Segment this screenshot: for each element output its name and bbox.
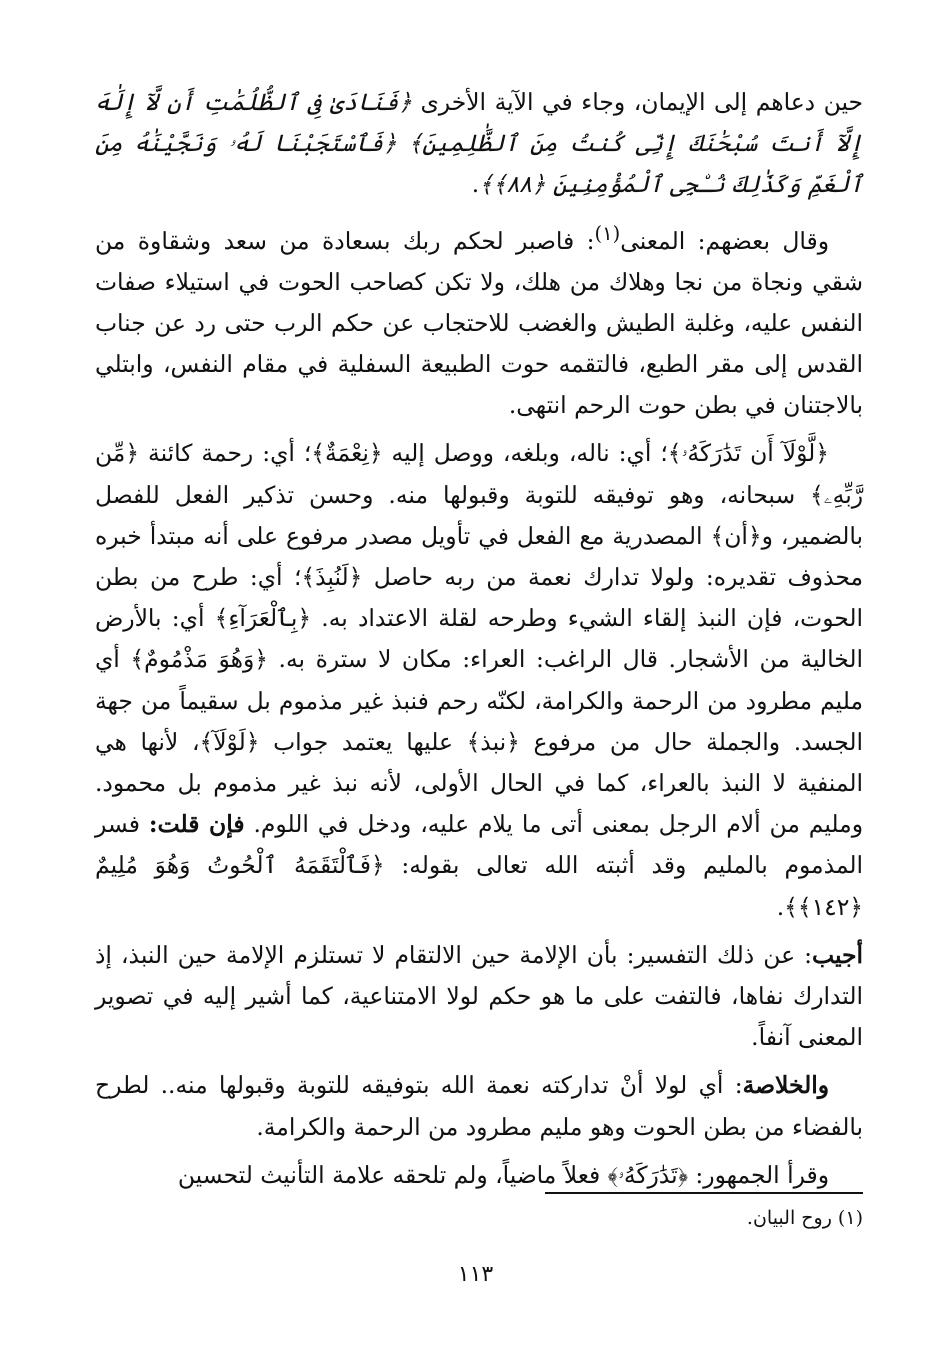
if-you-say-label: فإن قلت: [148, 810, 245, 839]
paragraph-2: وقال بعضهم: المعنى$^{(١)}$: فاصبر لحكم ربك بسعادة من سعد وشقاوة من شقي ونجاة من نجا وهلاك من هلك، ولا تكن كصاحب الحوت في استيلاء صفات النفس عليه، وغلبة الطيش والغضب للاحتجاب عن حكم الرب حتى رد عن جناب القدس إلى مقر الطبع، فالتقمه حوت الطبيعة السفلية في مقام النفس، وابتلي بالاجتنان في بطن حوت الرحم انتهى. [95, 221, 863, 420]
footnote-marker: (١) [594, 221, 621, 245]
summary-label: والخلاصة [742, 1071, 829, 1100]
answer-label: أجيب [812, 940, 863, 969]
paragraph-1: حين دعاهم إلى الإيمان، وجاء في الآية الأخرى ﴿فَنَادَىٰ فِى ٱلظُّلُمَٰتِ أَن لَّآ إِلَٰهَ إِلَّآ أَنتَ سُبْحَٰنَكَ إِنِّى كُنتُ مِنَ ٱلظَّٰلِمِينَ﴾ ﴿فَٱسْتَجَبْنَا لَهُۥ وَنَجَّيْنَٰهُ مِنَ ٱلْغَمِّ وَكَذَٰلِكَ نُـۨجِى ٱلْمُؤْمِنِينَ ﴿٨٨﴾﴾. [95, 88, 863, 199]
paragraph-4: أجيب: عن ذلك التفسير: بأن الإلامة حين الالتقام لا تستلزم الإلامة حين النبذ، إذ التدارك نفاها، فالتفت على ما هو حكم لولا الامتناعية، كما أشير إليه في تصوير المعنى آنفاً. [95, 940, 863, 1052]
main-text [95, 82, 863, 1196]
paragraph-5: والخلاصة: أي لولا أنْ تداركته نعمة الله بتوفيقه للتوبة وقبولها منه.. لطرح بالفضاء من بطن الحوت وهو مليم مطرود من الرحمة والكرامة. [95, 1071, 863, 1141]
paragraph-3: ﴿لَّوْلَآ أَن تَدَٰرَكَهُۥ﴾؛ أي: ناله، وبلغه، ووصل إليه ﴿نِعْمَةٌ﴾؛ أي: رحمة كائنة ﴿مِّن رَّبِّهِۦ﴾ سبحانه، وهو توفيقه للتوبة وقبولها منه. وحسن تذكير الفعل للفصل بالضمير، و﴿أن﴾ المصدرية مع الفعل في تأويل مصدر مرفوع على أنه مبتدأ خبره محذوف تقديره: ولولا تدارك نعمة من ربه حاصل ﴿لَنُبِذَ﴾؛ أي: طرح من بطن الحوت، فإن النبذ إلقاء الشيء وطرحه لقلة الاعتداد به. ﴿بِٱلْعَرَآءِ﴾ أي: بالأرض الخالية من الأشجار. قال الراغب: العراء: مكان لا سترة به. ﴿وَهُوَ مَذْمُومٌ﴾ أي مليم مطرود من الرحمة والكرامة، لكنّه رحم فنبذ غير مذموم بل سقيماً من جهة الجسد. والجملة حال من مرفوع ﴿نبذ﴾ عليها يعتمد جواب ﴿لَوْلَآ﴾، لأنها هي المنفية لا النبذ بالعراء، كما في الحال الأولى، لأنه نبذ غير مذموم بل محمود. ومليم من ألام الرجل بمعنى أتى ما يلام عليه، ودخل في اللوم. فإن قلت: فسر المذموم بالمليم وقد أثبته الله تعالى بقوله: ﴿فَٱلْتَقَمَهُ ٱلْحُوتُ وَهُوَ مُلِيمٌ ﴿١٤٢﴾﴾. [95, 439, 863, 921]
footnote-separator [545, 1192, 863, 1194]
page-number: ١١٣ [457, 1262, 494, 1287]
paragraph-6: وقرأ الجمهور: ﴿تَدَٰرَكَهُۥ﴾ فعلاً ماضياً، ولم تلحقه علامة التأنيث لتحسين [177, 1160, 829, 1189]
footnote: (١) روح البيان. [746, 1207, 863, 1229]
quran-verse: ﴿فَنَادَىٰ فِى ٱلظُّلُمَٰتِ أَن لَّآ إِلَٰهَ إِلَّآ أَنتَ سُبْحَٰنَكَ إِنِّى كُنتُ مِنَ ٱلظَّٰلِمِينَ﴾ ﴿فَٱسْتَجَبْنَا لَهُۥ وَنَجَّيْنَٰهُ مِنَ ٱلْغَمِّ وَكَذَٰلِكَ نُـۨجِى ٱلْمُؤْمِنِينَ ﴿٨٨﴾﴾ [95, 88, 863, 199]
